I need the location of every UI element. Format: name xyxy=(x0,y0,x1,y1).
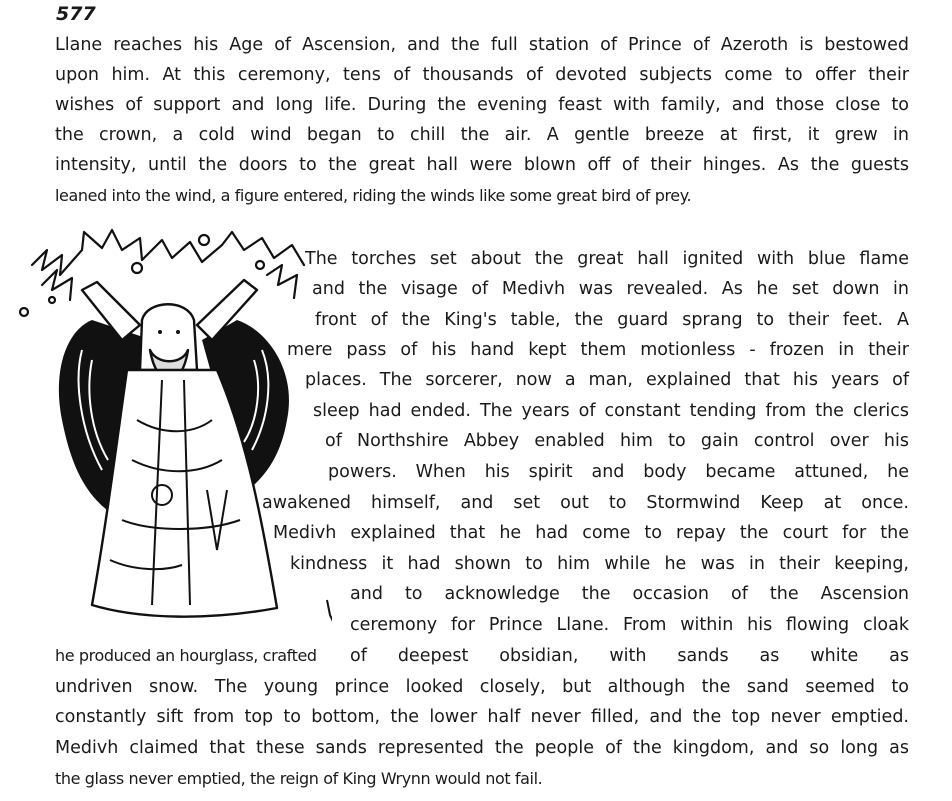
paragraph2-line-6: sleep had ended. The years of constant tending from the clerics xyxy=(313,401,909,421)
paragraph1-line-2: upon him. At this ceremony, tens of thousands of devoted subjects come to offer their xyxy=(55,65,909,85)
paragraph2-line-14b: of deepest obsidian, with sands as white as xyxy=(350,646,909,666)
page-number: 577 xyxy=(56,3,96,25)
paragraph2-line-18: the glass never emptied, the reign of King Wrynn would not fail. xyxy=(55,769,543,788)
paragraph2-line-17: Medivh claimed that these sands represented the people of the kingdom, and so long as xyxy=(55,738,909,758)
paragraph2-line-1: The torches set about the great hall ignited with blue flame xyxy=(305,249,909,269)
paragraph2-line-8: powers. When his spirit and body became attuned, he xyxy=(328,462,909,482)
paragraph2-line-13: ceremony for Prince Llane. From within his flowing cloak xyxy=(350,615,909,635)
paragraph2-line-4: mere pass of his hand kept them motionless - frozen in their xyxy=(287,340,909,360)
paragraph2-line-11: kindness it had shown to him while he was in their keeping, xyxy=(290,554,909,574)
paragraph2-line-5: places. The sorcerer, now a man, explained that his years of xyxy=(305,370,909,390)
paragraph1-line-1: Llane reaches his Age of Ascension, and the full station of Prince of Azeroth is bestowed xyxy=(55,35,909,55)
paragraph2-line-10: Medivh explained that he had come to repay the court for the xyxy=(273,523,909,543)
paragraph2-line-15: undriven snow. The young prince looked closely, but although the sand seemed to xyxy=(55,677,909,697)
paragraph1-line-3: wishes of support and long life. During the evening feast with family, and those close to xyxy=(55,95,909,115)
paragraph1-line-5: intensity, until the doors to the great hall were blown off of their hinges. As the guests xyxy=(55,155,909,175)
paragraph2-line-16: constantly sift from top to bottom, the lower half never filled, and the top never emptied. xyxy=(55,707,909,727)
paragraph2-line-12: and to acknowledge the occasion of the Ascension xyxy=(350,584,909,604)
paragraph2-line-2: and the visage of Medivh was revealed. As he set down in xyxy=(312,279,909,299)
paragraph1-line-4: the crown, a cold wind began to chill the air. A gentle breeze at first, it grew in xyxy=(55,125,909,145)
paragraph1-line-6: leaned into the wind, a figure entered, riding the winds like some great bird of prey. xyxy=(55,186,692,205)
wizard-medivh-illustration xyxy=(12,220,332,640)
paragraph2-line-14a: he produced an hourglass, crafted xyxy=(55,646,317,665)
paragraph2-line-7: of Northshire Abbey enabled him to gain control over his xyxy=(325,431,909,451)
paragraph2-line-9: awakened himself, and set out to Stormwind Keep at once. xyxy=(262,493,909,513)
paragraph2-line-3: front of the King's table, the guard sprang to their feet. A xyxy=(315,310,909,330)
